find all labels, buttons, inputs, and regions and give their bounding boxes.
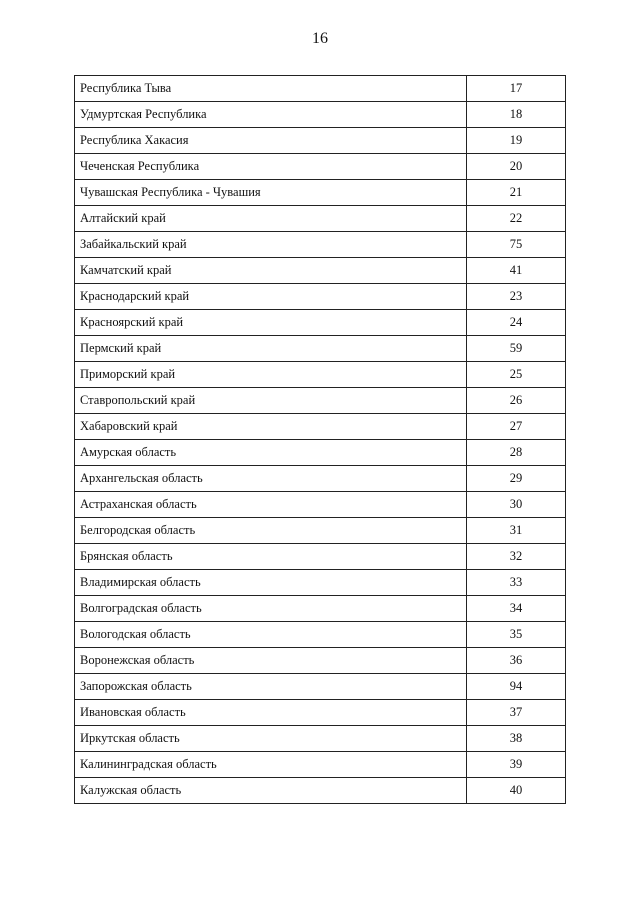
table-row — [75, 206, 566, 232]
table-row — [75, 362, 566, 388]
region-code-cell: 32 — [467, 544, 566, 570]
table-row — [75, 180, 566, 206]
region-code-cell: 20 — [467, 154, 566, 180]
region-code-cell: 24 — [467, 310, 566, 336]
region-name-cell: Ивановская область — [75, 700, 467, 726]
region-code-cell: 34 — [467, 596, 566, 622]
region-name-cell: Республика Тыва — [75, 76, 467, 102]
region-code-cell: 29 — [467, 466, 566, 492]
region-name-cell: Калужская область — [75, 778, 467, 804]
region-code-cell: 17 — [467, 76, 566, 102]
table-row — [75, 544, 566, 570]
table-row — [75, 778, 566, 804]
region-name-cell: Камчатский край — [75, 258, 467, 284]
table-row — [75, 76, 566, 102]
region-code-cell: 41 — [467, 258, 566, 284]
region-name-cell: Удмуртская Республика — [75, 102, 467, 128]
region-name-cell: Иркутская область — [75, 726, 467, 752]
region-code-cell: 31 — [467, 518, 566, 544]
region-code-cell: 18 — [467, 102, 566, 128]
region-code-cell: 23 — [467, 284, 566, 310]
table-row — [75, 518, 566, 544]
region-name-cell: Брянская область — [75, 544, 467, 570]
table-row — [75, 674, 566, 700]
region-name-cell: Астраханская область — [75, 492, 467, 518]
table-row — [75, 388, 566, 414]
region-name-cell: Амурская область — [75, 440, 467, 466]
table-row — [75, 336, 566, 362]
page-number: 16 — [312, 30, 328, 47]
region-code-cell: 37 — [467, 700, 566, 726]
region-code-cell: 27 — [467, 414, 566, 440]
table-row — [75, 154, 566, 180]
region-code-cell: 19 — [467, 128, 566, 154]
region-code-cell: 38 — [467, 726, 566, 752]
table-row — [75, 128, 566, 154]
region-name-cell: Алтайский край — [75, 206, 467, 232]
region-name-cell: Ставропольский край — [75, 388, 467, 414]
table-row — [75, 596, 566, 622]
table-row — [75, 752, 566, 778]
region-name-cell: Хабаровский край — [75, 414, 467, 440]
region-name-cell: Волгоградская область — [75, 596, 467, 622]
table-row — [75, 232, 566, 258]
region-name-cell: Пермский край — [75, 336, 467, 362]
region-code-cell: 33 — [467, 570, 566, 596]
region-code-cell: 28 — [467, 440, 566, 466]
region-code-cell: 59 — [467, 336, 566, 362]
region-code-cell: 94 — [467, 674, 566, 700]
region-name-cell: Красноярский край — [75, 310, 467, 336]
region-code-cell: 21 — [467, 180, 566, 206]
region-name-cell: Белгородская область — [75, 518, 467, 544]
region-name-cell: Воронежская область — [75, 648, 467, 674]
region-code-cell: 40 — [467, 778, 566, 804]
region-code-cell: 26 — [467, 388, 566, 414]
table-row — [75, 648, 566, 674]
region-name-cell: Владимирская область — [75, 570, 467, 596]
region-code-cell: 35 — [467, 622, 566, 648]
table-row — [75, 284, 566, 310]
region-code-cell: 39 — [467, 752, 566, 778]
region-name-cell: Вологодская область — [75, 622, 467, 648]
region-name-cell: Калининградская область — [75, 752, 467, 778]
table-row — [75, 414, 566, 440]
region-code-cell: 30 — [467, 492, 566, 518]
table-row — [75, 570, 566, 596]
table-row — [75, 102, 566, 128]
table-row — [75, 310, 566, 336]
region-name-cell: Республика Хакасия — [75, 128, 467, 154]
regions-table-body — [75, 76, 566, 804]
region-code-cell: 25 — [467, 362, 566, 388]
table-row — [75, 258, 566, 284]
region-code-cell: 75 — [467, 232, 566, 258]
region-name-cell: Приморский край — [75, 362, 467, 388]
regions-table — [74, 75, 566, 804]
region-name-cell: Архангельская область — [75, 466, 467, 492]
region-name-cell: Чувашская Республика - Чувашия — [75, 180, 467, 206]
region-name-cell: Запорожская область — [75, 674, 467, 700]
table-row — [75, 492, 566, 518]
table-row — [75, 726, 566, 752]
region-code-cell: 22 — [467, 206, 566, 232]
region-name-cell: Забайкальский край — [75, 232, 467, 258]
region-name-cell: Чеченская Республика — [75, 154, 467, 180]
region-name-cell: Краснодарский край — [75, 284, 467, 310]
table-row — [75, 700, 566, 726]
table-row — [75, 440, 566, 466]
region-code-cell: 36 — [467, 648, 566, 674]
table-row — [75, 622, 566, 648]
table-row — [75, 466, 566, 492]
